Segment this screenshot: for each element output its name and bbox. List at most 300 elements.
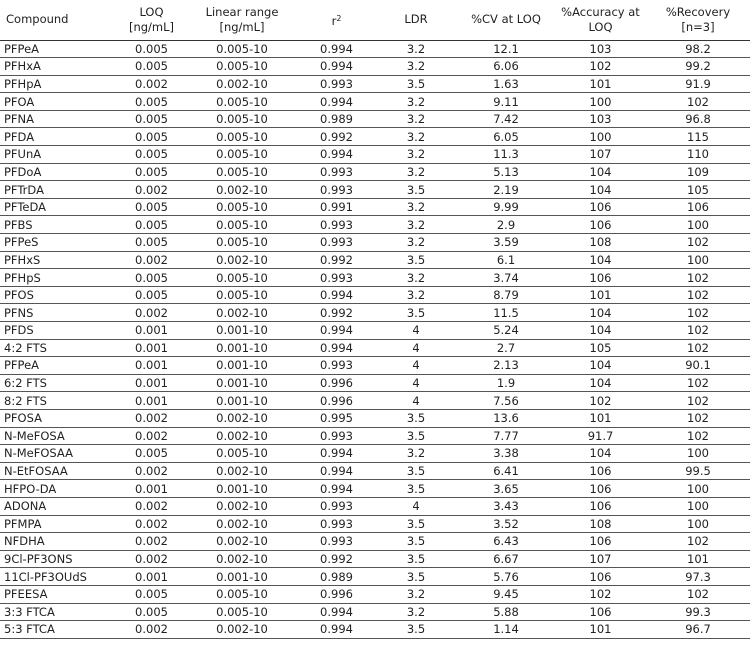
table-row	[0, 462, 750, 480]
header-recovery	[646, 0, 750, 40]
linear-range-cell: 0.001-10	[186, 322, 298, 340]
r-squared-cell: 0.992	[298, 304, 375, 322]
table-row	[0, 322, 750, 340]
table-row	[0, 93, 750, 111]
compound-cell: PFOA	[0, 93, 117, 111]
ldr-cell: 3.5	[375, 480, 457, 498]
recovery-cell: 100	[646, 445, 750, 463]
table-row	[0, 163, 750, 181]
recovery-cell: 102	[646, 585, 750, 603]
compound-cell: NFDHA	[0, 533, 117, 551]
cv-cell: 1.9	[457, 374, 555, 392]
accuracy-cell: 106	[555, 198, 646, 216]
accuracy-cell: 103	[555, 40, 646, 58]
r-squared-cell: 0.994	[298, 322, 375, 340]
r-squared-cell: 0.994	[298, 445, 375, 463]
r-squared-cell: 0.992	[298, 251, 375, 269]
linear-range-cell: 0.005-10	[186, 146, 298, 164]
r-squared-cell: 0.994	[298, 339, 375, 357]
linear-range-cell: 0.002-10	[186, 515, 298, 533]
table-row	[0, 392, 750, 410]
accuracy-cell: 104	[555, 374, 646, 392]
ldr-cell: 3.2	[375, 110, 457, 128]
r-squared-cell: 0.993	[298, 533, 375, 551]
linear-range-cell: 0.001-10	[186, 374, 298, 392]
compound-cell: N-MeFOSA	[0, 427, 117, 445]
r-squared-cell: 0.993	[298, 269, 375, 287]
cv-cell: 11.3	[457, 146, 555, 164]
recovery-cell: 110	[646, 146, 750, 164]
recovery-cell: 106	[646, 198, 750, 216]
compound-cell: PFNA	[0, 110, 117, 128]
recovery-cell: 102	[646, 269, 750, 287]
table-row	[0, 216, 750, 234]
r-squared-cell: 0.991	[298, 198, 375, 216]
recovery-cell: 99.2	[646, 58, 750, 76]
ldr-cell: 4	[375, 392, 457, 410]
ldr-cell: 3.5	[375, 251, 457, 269]
table-row	[0, 585, 750, 603]
accuracy-cell: 106	[555, 603, 646, 621]
compound-cell: PFTrDA	[0, 181, 117, 199]
cv-cell: 1.63	[457, 75, 555, 93]
compound-cell: 5:3 FTCA	[0, 621, 117, 639]
compound-cell: PFDA	[0, 128, 117, 146]
linear-range-cell: 0.005-10	[186, 58, 298, 76]
compound-cell: 6:2 FTS	[0, 374, 117, 392]
linear-range-cell: 0.002-10	[186, 497, 298, 515]
loq-cell: 0.001	[117, 357, 186, 375]
recovery-cell: 102	[646, 409, 750, 427]
loq-cell: 0.005	[117, 110, 186, 128]
cv-cell: 2.19	[457, 181, 555, 199]
cv-cell: 2.7	[457, 339, 555, 357]
linear-range-cell: 0.002-10	[186, 533, 298, 551]
accuracy-cell: 101	[555, 286, 646, 304]
accuracy-cell: 104	[555, 181, 646, 199]
linear-range-cell: 0.002-10	[186, 550, 298, 568]
table-row	[0, 480, 750, 498]
compound-cell: PFPeS	[0, 234, 117, 252]
compound-cell: N-MeFOSAA	[0, 445, 117, 463]
cv-cell: 5.13	[457, 163, 555, 181]
linear-range-cell: 0.005-10	[186, 585, 298, 603]
accuracy-cell: 101	[555, 621, 646, 639]
compound-cell: PFMPA	[0, 515, 117, 533]
recovery-cell: 100	[646, 251, 750, 269]
loq-cell: 0.002	[117, 550, 186, 568]
table-row	[0, 568, 750, 586]
cv-cell: 6.06	[457, 58, 555, 76]
linear-range-cell: 0.002-10	[186, 75, 298, 93]
compound-cell: 9Cl-PF3ONS	[0, 550, 117, 568]
r-squared-cell: 0.995	[298, 409, 375, 427]
recovery-cell: 101	[646, 550, 750, 568]
accuracy-cell: 100	[555, 93, 646, 111]
linear-range-cell: 0.001-10	[186, 357, 298, 375]
ldr-cell: 3.2	[375, 163, 457, 181]
accuracy-cell: 104	[555, 357, 646, 375]
cv-cell: 12.1	[457, 40, 555, 58]
cv-cell: 3.52	[457, 515, 555, 533]
recovery-cell: 102	[646, 93, 750, 111]
ldr-cell: 3.2	[375, 585, 457, 603]
recovery-cell: 96.8	[646, 110, 750, 128]
compound-cell: PFHpS	[0, 269, 117, 287]
accuracy-cell: 104	[555, 163, 646, 181]
ldr-cell: 4	[375, 497, 457, 515]
header-cv-label: %CV at LOQ	[471, 12, 541, 27]
accuracy-cell: 100	[555, 128, 646, 146]
accuracy-cell: 102	[555, 58, 646, 76]
accuracy-cell: 106	[555, 269, 646, 287]
compound-cell: PFPeA	[0, 357, 117, 375]
loq-cell: 0.005	[117, 269, 186, 287]
cv-cell: 5.76	[457, 568, 555, 586]
cv-cell: 2.13	[457, 357, 555, 375]
table-row	[0, 621, 750, 639]
recovery-cell: 100	[646, 216, 750, 234]
table-row	[0, 409, 750, 427]
table-header	[0, 0, 750, 40]
header-r-label: r	[331, 13, 337, 28]
ldr-cell: 4	[375, 357, 457, 375]
loq-cell: 0.005	[117, 146, 186, 164]
ldr-cell: 3.2	[375, 445, 457, 463]
accuracy-cell: 104	[555, 322, 646, 340]
compound-cell: PFTeDA	[0, 198, 117, 216]
accuracy-cell: 102	[555, 392, 646, 410]
compound-cell: 11Cl-PF3OUdS	[0, 568, 117, 586]
linear-range-cell: 0.002-10	[186, 462, 298, 480]
table-row	[0, 445, 750, 463]
header-linear-range-label: Linear range	[205, 4, 279, 19]
loq-cell: 0.005	[117, 58, 186, 76]
loq-cell: 0.005	[117, 445, 186, 463]
r-squared-cell: 0.989	[298, 110, 375, 128]
compound-cell: PFDS	[0, 322, 117, 340]
cv-cell: 6.41	[457, 462, 555, 480]
accuracy-cell: 106	[555, 497, 646, 515]
recovery-cell: 91.9	[646, 75, 750, 93]
recovery-cell: 105	[646, 181, 750, 199]
ldr-cell: 3.2	[375, 234, 457, 252]
header-accuracy-label: %Accuracy at	[561, 4, 640, 19]
accuracy-cell: 106	[555, 216, 646, 234]
loq-cell: 0.005	[117, 603, 186, 621]
r-squared-cell: 0.992	[298, 128, 375, 146]
recovery-cell: 102	[646, 374, 750, 392]
loq-cell: 0.005	[117, 198, 186, 216]
linear-range-cell: 0.001-10	[186, 392, 298, 410]
r-squared-cell: 0.993	[298, 234, 375, 252]
cv-cell: 11.5	[457, 304, 555, 322]
r-squared-cell: 0.993	[298, 357, 375, 375]
loq-cell: 0.002	[117, 621, 186, 639]
compound-cell: HFPO-DA	[0, 480, 117, 498]
cv-cell: 13.6	[457, 409, 555, 427]
table-row	[0, 198, 750, 216]
recovery-cell: 115	[646, 128, 750, 146]
ldr-cell: 3.5	[375, 304, 457, 322]
loq-cell: 0.002	[117, 515, 186, 533]
linear-range-cell: 0.001-10	[186, 480, 298, 498]
ldr-cell: 3.2	[375, 128, 457, 146]
r-squared-cell: 0.993	[298, 515, 375, 533]
ldr-cell: 3.2	[375, 93, 457, 111]
linear-range-cell: 0.002-10	[186, 304, 298, 322]
loq-cell: 0.002	[117, 409, 186, 427]
table-row	[0, 497, 750, 515]
r-squared-cell: 0.993	[298, 427, 375, 445]
table-row	[0, 234, 750, 252]
cv-cell: 1.14	[457, 621, 555, 639]
ldr-cell: 3.5	[375, 181, 457, 199]
cv-cell: 6.43	[457, 533, 555, 551]
compound-cell: PFHxA	[0, 58, 117, 76]
loq-cell: 0.005	[117, 40, 186, 58]
cv-cell: 8.79	[457, 286, 555, 304]
ldr-cell: 3.5	[375, 515, 457, 533]
r-squared-cell: 0.989	[298, 568, 375, 586]
header-accuracy-sublabel: LOQ	[588, 19, 613, 34]
recovery-cell: 102	[646, 286, 750, 304]
compound-cell: 3:3 FTCA	[0, 603, 117, 621]
compound-cell: PFOS	[0, 286, 117, 304]
cv-cell: 2.9	[457, 216, 555, 234]
loq-cell: 0.001	[117, 568, 186, 586]
compound-cell: ADONA	[0, 497, 117, 515]
linear-range-cell: 0.005-10	[186, 40, 298, 58]
ldr-cell: 3.2	[375, 58, 457, 76]
compound-cell: PFDoA	[0, 163, 117, 181]
accuracy-cell: 106	[555, 533, 646, 551]
table-row	[0, 110, 750, 128]
cv-cell: 9.45	[457, 585, 555, 603]
accuracy-cell: 107	[555, 550, 646, 568]
cv-cell: 5.24	[457, 322, 555, 340]
table-row	[0, 251, 750, 269]
linear-range-cell: 0.001-10	[186, 339, 298, 357]
ldr-cell: 4	[375, 322, 457, 340]
header-cv-at-loq	[457, 0, 555, 40]
recovery-cell: 102	[646, 339, 750, 357]
table-row	[0, 515, 750, 533]
r-squared-cell: 0.994	[298, 40, 375, 58]
loq-cell: 0.001	[117, 480, 186, 498]
loq-cell: 0.002	[117, 533, 186, 551]
loq-cell: 0.002	[117, 304, 186, 322]
ldr-cell: 3.5	[375, 75, 457, 93]
header-r-superscript: 2	[336, 13, 342, 23]
header-loq-unit: [ng/mL]	[128, 19, 175, 34]
r-squared-cell: 0.994	[298, 480, 375, 498]
accuracy-cell: 106	[555, 568, 646, 586]
linear-range-cell: 0.005-10	[186, 445, 298, 463]
accuracy-cell: 103	[555, 110, 646, 128]
linear-range-cell: 0.005-10	[186, 216, 298, 234]
r-squared-cell: 0.993	[298, 163, 375, 181]
compound-cell: PFUnA	[0, 146, 117, 164]
linear-range-cell: 0.002-10	[186, 409, 298, 427]
ldr-cell: 3.2	[375, 146, 457, 164]
recovery-cell: 100	[646, 497, 750, 515]
compound-cell: PFHpA	[0, 75, 117, 93]
header-ldr	[375, 0, 457, 40]
linear-range-cell: 0.002-10	[186, 251, 298, 269]
recovery-cell: 90.1	[646, 357, 750, 375]
linear-range-cell: 0.002-10	[186, 621, 298, 639]
recovery-cell: 102	[646, 234, 750, 252]
cv-cell: 7.42	[457, 110, 555, 128]
loq-cell: 0.001	[117, 339, 186, 357]
r-squared-cell: 0.996	[298, 585, 375, 603]
linear-range-cell: 0.001-10	[186, 568, 298, 586]
ldr-cell: 3.5	[375, 568, 457, 586]
header-ldr-label: LDR	[404, 12, 428, 27]
linear-range-cell: 0.005-10	[186, 269, 298, 287]
header-r-squared	[298, 0, 375, 40]
linear-range-cell: 0.005-10	[186, 163, 298, 181]
r-squared-cell: 0.996	[298, 374, 375, 392]
linear-range-cell: 0.005-10	[186, 286, 298, 304]
loq-cell: 0.005	[117, 128, 186, 146]
ldr-cell: 3.2	[375, 286, 457, 304]
loq-cell: 0.005	[117, 585, 186, 603]
loq-cell: 0.002	[117, 462, 186, 480]
cv-cell: 3.38	[457, 445, 555, 463]
recovery-cell: 100	[646, 515, 750, 533]
cv-cell: 6.67	[457, 550, 555, 568]
ldr-cell: 3.5	[375, 409, 457, 427]
table-row	[0, 357, 750, 375]
ldr-cell: 3.5	[375, 462, 457, 480]
linear-range-cell: 0.002-10	[186, 427, 298, 445]
header-accuracy-at-loq	[555, 0, 646, 40]
ldr-cell: 3.5	[375, 533, 457, 551]
r-squared-cell: 0.992	[298, 550, 375, 568]
r-squared-cell: 0.994	[298, 462, 375, 480]
accuracy-cell: 102	[555, 585, 646, 603]
cv-cell: 9.11	[457, 93, 555, 111]
ldr-cell: 4	[375, 339, 457, 357]
accuracy-cell: 91.7	[555, 427, 646, 445]
cv-cell: 9.99	[457, 198, 555, 216]
r-squared-cell: 0.993	[298, 216, 375, 234]
header-linear-range-unit: [ng/mL]	[219, 19, 265, 34]
header-loq	[117, 0, 186, 40]
cv-cell: 3.59	[457, 234, 555, 252]
recovery-cell: 102	[646, 533, 750, 551]
recovery-cell: 96.7	[646, 621, 750, 639]
compound-cell: N-EtFOSAA	[0, 462, 117, 480]
table-row	[0, 304, 750, 322]
r-squared-cell: 0.994	[298, 93, 375, 111]
ldr-cell: 3.2	[375, 216, 457, 234]
table-row	[0, 75, 750, 93]
linear-range-cell: 0.005-10	[186, 93, 298, 111]
cv-cell: 3.65	[457, 480, 555, 498]
table-row	[0, 128, 750, 146]
ldr-cell: 3.2	[375, 269, 457, 287]
cv-cell: 6.1	[457, 251, 555, 269]
accuracy-cell: 108	[555, 515, 646, 533]
loq-cell: 0.002	[117, 181, 186, 199]
loq-cell: 0.005	[117, 216, 186, 234]
accuracy-cell: 104	[555, 304, 646, 322]
accuracy-cell: 105	[555, 339, 646, 357]
r-squared-cell: 0.994	[298, 286, 375, 304]
header-recovery-label: %Recovery	[665, 4, 731, 19]
header-recovery-sublabel: [n=3]	[681, 19, 715, 34]
compound-cell: PFNS	[0, 304, 117, 322]
compound-cell: 4:2 FTS	[0, 339, 117, 357]
ldr-cell: 3.2	[375, 198, 457, 216]
r-squared-cell: 0.993	[298, 75, 375, 93]
cv-cell: 3.74	[457, 269, 555, 287]
recovery-cell: 109	[646, 163, 750, 181]
recovery-cell: 102	[646, 304, 750, 322]
ldr-cell: 3.2	[375, 40, 457, 58]
table-body	[0, 40, 750, 638]
loq-cell: 0.005	[117, 93, 186, 111]
table-row	[0, 181, 750, 199]
recovery-cell: 99.3	[646, 603, 750, 621]
loq-cell: 0.001	[117, 322, 186, 340]
compound-cell: PFOSA	[0, 409, 117, 427]
recovery-cell: 99.5	[646, 462, 750, 480]
r-squared-cell: 0.993	[298, 181, 375, 199]
r-squared-cell: 0.994	[298, 58, 375, 76]
r-squared-cell: 0.996	[298, 392, 375, 410]
loq-cell: 0.001	[117, 392, 186, 410]
table-row	[0, 374, 750, 392]
table-row	[0, 550, 750, 568]
recovery-cell: 102	[646, 322, 750, 340]
loq-cell: 0.002	[117, 251, 186, 269]
accuracy-cell: 108	[555, 234, 646, 252]
compound-cell: PFHxS	[0, 251, 117, 269]
loq-cell: 0.002	[117, 497, 186, 515]
compound-cell: 8:2 FTS	[0, 392, 117, 410]
header-compound-label: Compound	[6, 12, 69, 27]
recovery-cell: 102	[646, 427, 750, 445]
loq-cell: 0.002	[117, 427, 186, 445]
linear-range-cell: 0.005-10	[186, 603, 298, 621]
ldr-cell: 3.5	[375, 427, 457, 445]
table-row	[0, 40, 750, 58]
accuracy-cell: 101	[555, 75, 646, 93]
loq-cell: 0.002	[117, 75, 186, 93]
header-row	[0, 0, 750, 40]
loq-cell: 0.005	[117, 163, 186, 181]
ldr-cell: 3.5	[375, 550, 457, 568]
linear-range-cell: 0.005-10	[186, 234, 298, 252]
ldr-cell: 3.5	[375, 621, 457, 639]
cv-cell: 7.77	[457, 427, 555, 445]
recovery-cell: 100	[646, 480, 750, 498]
linear-range-cell: 0.005-10	[186, 128, 298, 146]
header-compound	[0, 0, 117, 40]
cv-cell: 7.56	[457, 392, 555, 410]
cv-cell: 5.88	[457, 603, 555, 621]
accuracy-cell: 106	[555, 480, 646, 498]
accuracy-cell: 107	[555, 146, 646, 164]
accuracy-cell: 104	[555, 251, 646, 269]
r-squared-cell: 0.994	[298, 146, 375, 164]
loq-cell: 0.005	[117, 234, 186, 252]
ldr-cell: 4	[375, 374, 457, 392]
